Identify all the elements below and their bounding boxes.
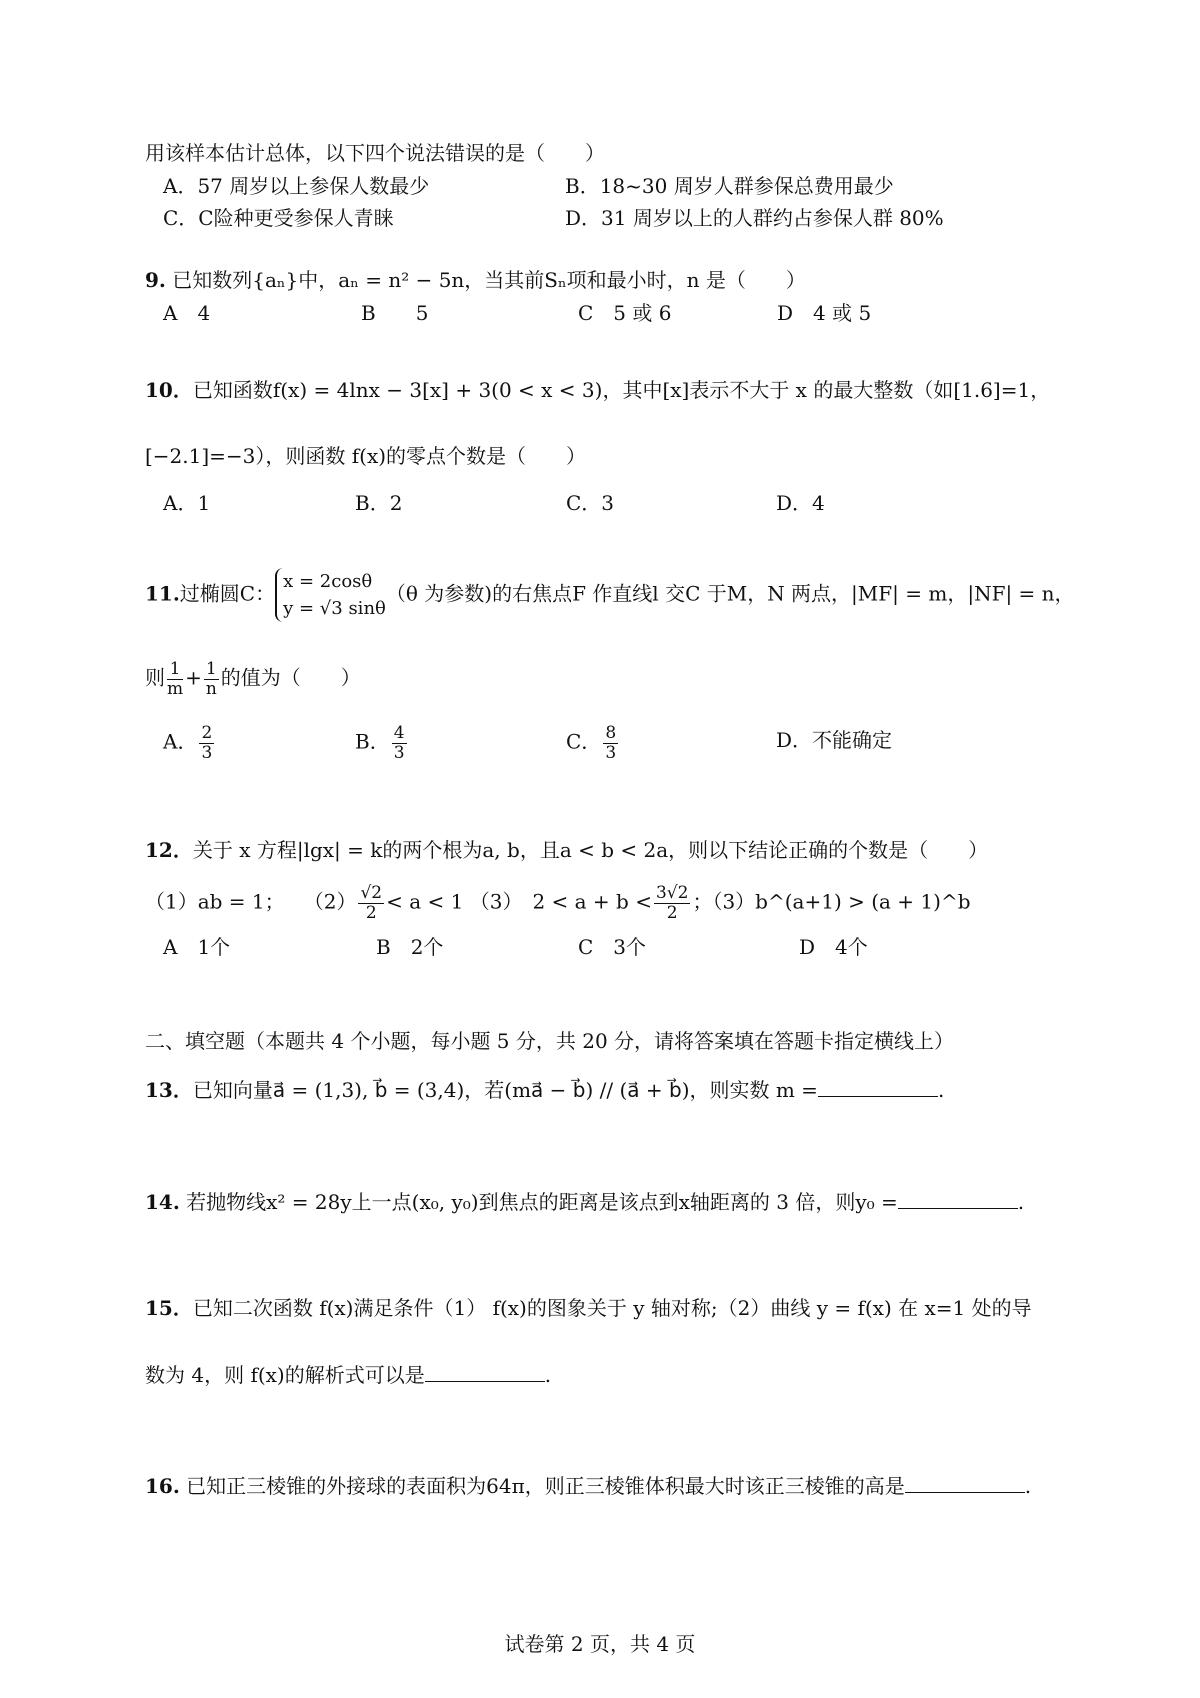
section-2-heading: 二、填空题（本题共 4 个小题，每小题 5 分，共 20 分，请将答案填在答题卡指定横线上） (145, 1029, 955, 1053)
numerator: 8 (605, 723, 617, 743)
denominator: 3 (605, 742, 617, 763)
fraction-3sqrt2-over-2 (654, 884, 690, 922)
numerator: 4 (393, 723, 405, 743)
statement-3: （3） 2 < a + b < (469, 889, 652, 914)
q14-number: 14. (145, 1190, 180, 1214)
q13-number: 13． (145, 1078, 193, 1102)
q12-option-c: C 3个 (578, 935, 647, 959)
q11-tail: 的值为（ ） (220, 665, 361, 690)
q8-option-c: C．C险种更受参保人青睐 (163, 206, 394, 230)
q9-option-c: C 5 或 6 (578, 301, 672, 325)
q14-text: 若抛物线x² = 28y上一点(x₀, y₀)到焦点的距离是该点到x轴距离的 3 倍，则y₀ = (186, 1190, 898, 1214)
option-label: B． (355, 729, 390, 754)
period: . (1024, 1474, 1032, 1498)
option-fraction (392, 724, 407, 762)
statement-1: （1）ab = 1； (145, 889, 285, 914)
q8-option-d: D．31 周岁以上的人群约占参保人群 80% (565, 206, 944, 230)
q11-post: （θ 为参数)的右焦点F 作直线l 交C 于M，N 两点，|MF| = m，|NF| = n， (385, 581, 1075, 606)
statement-4: （3）b^(a+1) > (a + 1)^b (712, 889, 971, 914)
q12-number: 12． (145, 838, 193, 862)
system-eq-2: y = √3 sinθ (283, 598, 386, 619)
q11-number: 11. (145, 581, 180, 606)
q10-option-d: D．4 (776, 491, 825, 515)
q10-option-b: B．2 (355, 491, 403, 515)
q10-line2: [−2.1]=−3），则函数 f(x)的零点个数是（ ） (145, 444, 587, 468)
q8-stem: 用该样本估计总体，以下四个说法错误的是（ ） (145, 141, 605, 165)
q12-option-b: B 2个 (376, 935, 444, 959)
statement-2: < a < 1 (386, 889, 464, 914)
page-footer: 试卷第 2 页，共 4 页 (504, 1632, 696, 1656)
q12-option-d: D 4个 (799, 935, 868, 959)
q15-number: 15． (145, 1296, 193, 1320)
denominator: 3 (393, 742, 405, 763)
q15-text-2: 数为 4，则 f(x)的解析式可以是 (145, 1363, 425, 1387)
q10-text: 已知函数f(x) = 4lnx − 3[x] + 3(0 < x < 3)，其中[x]表示不大于 x 的最大整数（如[1.6]=1， (192, 378, 1051, 402)
period: . (937, 1078, 945, 1102)
q15-line2 (145, 1363, 551, 1385)
option-fraction (199, 724, 214, 762)
fraction-1-n (204, 660, 219, 698)
q15-text: 已知二次函数 f(x)满足条件（1） f(x)的图象关于 y 轴对称;（2）曲线 y = f(x) 在 x=1 处的导 (192, 1296, 1032, 1320)
option-fraction (603, 724, 618, 762)
q9-stem (145, 270, 806, 290)
q10-option-c: C．3 (566, 491, 615, 515)
period: . (1017, 1190, 1025, 1214)
period: . (544, 1363, 552, 1387)
q11-option-a (163, 724, 216, 762)
q11-option-c (566, 724, 620, 762)
q11-line2 (145, 660, 361, 698)
numerator: √2 (360, 883, 383, 903)
q11-then: 则 (145, 665, 165, 690)
separator: ； (692, 889, 713, 914)
fraction-sqrt2-over-2 (358, 884, 384, 922)
q12-stem (145, 840, 988, 860)
q16 (145, 1474, 1031, 1496)
q10-option-a: A．1 (163, 491, 211, 515)
statement-2-label: （2） (303, 889, 357, 914)
q11-pre: 过椭圆C： (179, 581, 276, 606)
q9-text: 已知数列{aₙ}中，aₙ = n² − 5n，当其前Sₙ项和最小时，n 是（ ） (172, 268, 806, 292)
denominator: 2 (666, 902, 678, 923)
q9-option-b: B 5 (361, 301, 429, 325)
denominator: n (205, 678, 217, 699)
denominator: 3 (201, 742, 213, 763)
numerator: 3√2 (655, 883, 689, 903)
q13 (145, 1078, 944, 1100)
q15-line1 (145, 1298, 1032, 1318)
q8-option-b: B．18~30 周岁人群参保总费用最少 (565, 174, 894, 198)
q12-statements (145, 884, 971, 922)
numerator: 1 (167, 660, 183, 680)
q9-number: 9. (145, 268, 166, 292)
denominator: m (167, 678, 184, 699)
q8-option-a: A．57 周岁以上参保人数最少 (163, 174, 430, 198)
q12-text: 关于 x 方程|lgx| = k的两个根为a, b，且a < b < 2a，则以下结论正确的个数是（ ） (192, 838, 989, 862)
denominator: 2 (365, 902, 377, 923)
plus-sign: + (185, 665, 202, 690)
q14 (145, 1190, 1024, 1212)
q11-option-d: D．不能确定 (776, 728, 893, 752)
fraction-1-m (167, 660, 183, 698)
answer-blank[interactable] (905, 1474, 1025, 1493)
option-label: C． (566, 729, 602, 754)
q11-option-b (355, 724, 409, 762)
q13-text: 已知向量a⃗ = (1,3), b⃗ = (3,4)，若(ma⃗ − b⃗) // (a⃗ + b⃗)，则实数 m = (192, 1078, 818, 1102)
q16-number: 16. (145, 1474, 180, 1498)
q9-option-a: A 4 (163, 301, 211, 325)
q11-line1 (145, 568, 1075, 622)
answer-blank[interactable] (898, 1190, 1018, 1209)
q10-number: 10． (145, 378, 193, 402)
q9-option-d: D 4 或 5 (777, 301, 872, 325)
parametric-system (275, 568, 386, 622)
option-label: A． (163, 729, 198, 754)
q12-option-a: A 1个 (163, 935, 231, 959)
numerator: 2 (201, 723, 213, 743)
answer-blank[interactable] (425, 1363, 545, 1382)
numerator: 1 (205, 659, 217, 679)
q10-line1 (145, 380, 1050, 400)
system-eq-1: x = 2cosθ (283, 571, 373, 592)
answer-blank[interactable] (818, 1078, 938, 1097)
q16-text: 已知正三棱锥的外接球的表面积为64π，则正三棱锥体积最大时该正三棱锥的高是 (186, 1474, 905, 1498)
